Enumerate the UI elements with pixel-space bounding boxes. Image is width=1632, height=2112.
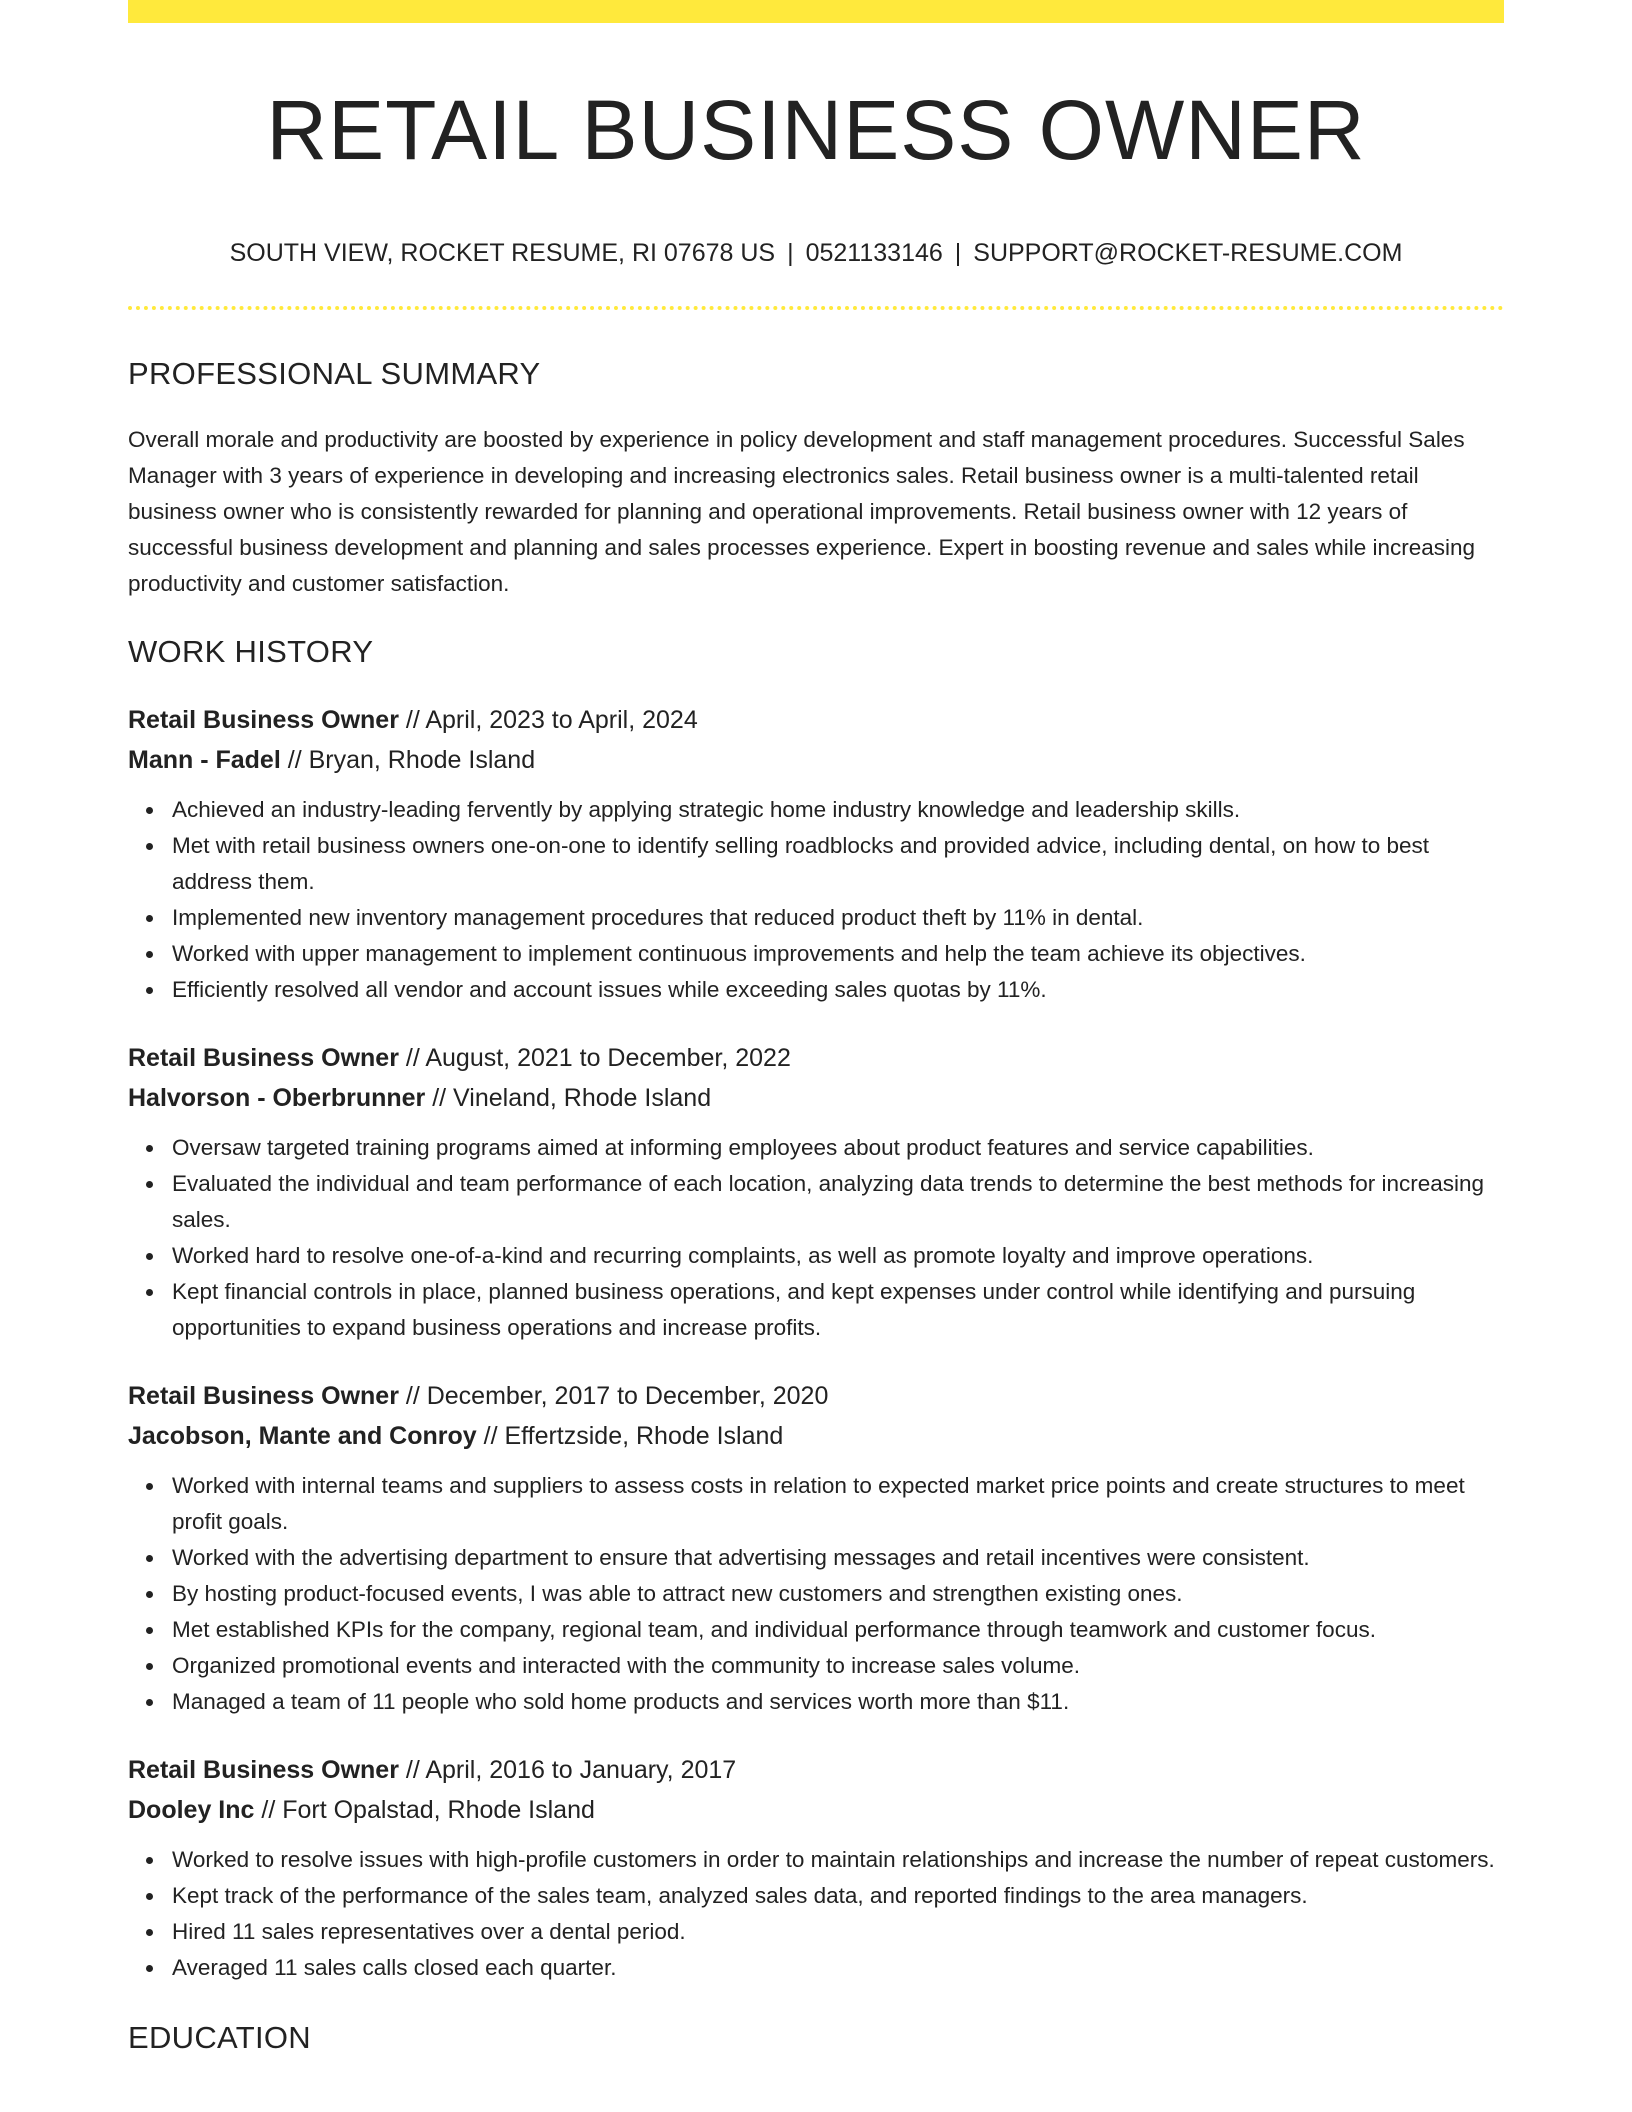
job-company: Jacobson, Mante and Conroy	[128, 1422, 477, 1450]
contact-phone[interactable]: 0521133146	[805, 239, 943, 267]
contact-separator: |	[954, 239, 962, 267]
job-bullet: Oversaw targeted training programs aimed at informing employees about product features and service capabilities.	[172, 1130, 1504, 1166]
job-bullet-list	[128, 1842, 1504, 1986]
job-company-line	[128, 1078, 1504, 1118]
job-bullet-list	[128, 1468, 1504, 1720]
job-bullet: Worked with internal teams and suppliers to assess costs in relation to expected market price points and create structures to meet profit goals.	[172, 1468, 1504, 1540]
job-bullet-list	[128, 792, 1504, 1008]
job-location: // Vineland, Rhode Island	[425, 1084, 712, 1112]
contact-address: SOUTH VIEW, ROCKET RESUME, RI 07678 US	[229, 239, 776, 267]
job-title-line	[128, 700, 1504, 740]
job-location: // Fort Opalstad, Rhode Island	[254, 1796, 595, 1824]
accent-bar	[128, 0, 1504, 23]
job-bullet: By hosting product-focused events, I was able to attract new customers and strengthen existing ones.	[172, 1576, 1504, 1612]
job-company: Dooley Inc	[128, 1796, 255, 1824]
job-bullet: Worked with upper management to implement continuous improvements and help the team achieve its objectives.	[172, 936, 1504, 972]
job-bullet: Efficiently resolved all vendor and account issues while exceeding sales quotas by 11%.	[172, 972, 1504, 1008]
job-role: Retail Business Owner	[128, 1756, 399, 1784]
header-divider	[128, 306, 1504, 310]
job-bullet: Worked with the advertising department to ensure that advertising messages and retail incentives were consistent.	[172, 1540, 1504, 1576]
job-entry	[128, 1750, 1504, 1986]
job-title-line	[128, 1038, 1504, 1078]
summary-text: Overall morale and productivity are boosted by experience in policy development and staff management procedures. Successful Sales Manager with 3 years of experience in developing and increasing electronics sales. Retail business owner is a multi-talented retail business owner who is consistently rewarded for planning and operational improvements. Retail business owner with 12 years of successful business development and planning and sales processes experience. Expert in boosting revenue and sales while increasing productivity and customer satisfaction.	[128, 427, 1476, 596]
job-company: Mann - Fadel	[128, 746, 281, 774]
job-bullet: Met with retail business owners one-on-one to identify selling roadblocks and provided advice, including dental, on how to best address them.	[172, 828, 1504, 900]
job-dates: // December, 2017 to December, 2020	[398, 1382, 829, 1410]
job-entry	[128, 700, 1504, 1008]
summary-heading: PROFESSIONAL SUMMARY	[128, 356, 541, 391]
contact-separator: |	[787, 239, 794, 267]
education-heading: EDUCATION	[128, 2020, 311, 2055]
job-bullet: Implemented new inventory management procedures that reduced product theft by 11% in dental.	[172, 900, 1504, 936]
job-title-line	[128, 1376, 1504, 1416]
job-role: Retail Business Owner	[128, 706, 399, 734]
job-bullet: Worked hard to resolve one-of-a-kind and recurring complaints, as well as promote loyalty and improve operations.	[172, 1238, 1504, 1274]
job-bullet-list	[128, 1130, 1504, 1346]
contact-email[interactable]: SUPPORT@ROCKET-RESUME.COM	[973, 239, 1403, 267]
job-dates: // August, 2021 to December, 2022	[398, 1044, 791, 1072]
job-bullet: Hired 11 sales representatives over a dental period.	[172, 1914, 1504, 1950]
resume-name: RETAIL BUSINESS OWNER	[266, 83, 1366, 177]
job-bullet: Evaluated the individual and team performance of each location, analyzing data trends to determine the best methods for increasing sales.	[172, 1166, 1504, 1238]
job-bullet: Achieved an industry-leading fervently by applying strategic home industry knowledge and leadership skills.	[172, 792, 1504, 828]
job-bullet: Kept financial controls in place, planned business operations, and kept expenses under control while identifying and pursuing opportunities to expand business operations and increase profits.	[172, 1274, 1504, 1346]
job-bullet: Organized promotional events and interacted with the community to increase sales volume.	[172, 1648, 1504, 1684]
job-company-line	[128, 1790, 1504, 1830]
job-bullet: Worked to resolve issues with high-profile customers in order to maintain relationships and increase the number of repeat customers.	[172, 1842, 1504, 1878]
job-company: Halvorson - Oberbrunner	[128, 1084, 426, 1112]
job-bullet: Averaged 11 sales calls closed each quarter.	[172, 1950, 1504, 1986]
job-dates: // April, 2023 to April, 2024	[398, 706, 698, 734]
job-bullet: Managed a team of 11 people who sold home products and services worth more than $11.	[172, 1684, 1504, 1720]
job-role: Retail Business Owner	[128, 1044, 399, 1072]
work-history-heading: WORK HISTORY	[128, 634, 374, 669]
job-company-line	[128, 740, 1504, 780]
job-dates: // April, 2016 to January, 2017	[398, 1756, 737, 1784]
resume-content	[128, 352, 1504, 2086]
job-company-line	[128, 1416, 1504, 1456]
job-role: Retail Business Owner	[128, 1382, 399, 1410]
contact-line	[128, 236, 1504, 270]
job-title-line	[128, 1750, 1504, 1790]
job-entry	[128, 1376, 1504, 1720]
job-location: // Bryan, Rhode Island	[280, 746, 536, 774]
job-location: // Effertzside, Rhode Island	[476, 1422, 784, 1450]
job-entry	[128, 1038, 1504, 1346]
job-bullet: Met established KPIs for the company, regional team, and individual performance through teamwork and customer focus.	[172, 1612, 1504, 1648]
job-bullet: Kept track of the performance of the sales team, analyzed sales data, and reported findings to the area managers.	[172, 1878, 1504, 1914]
job-list	[128, 700, 1504, 1986]
